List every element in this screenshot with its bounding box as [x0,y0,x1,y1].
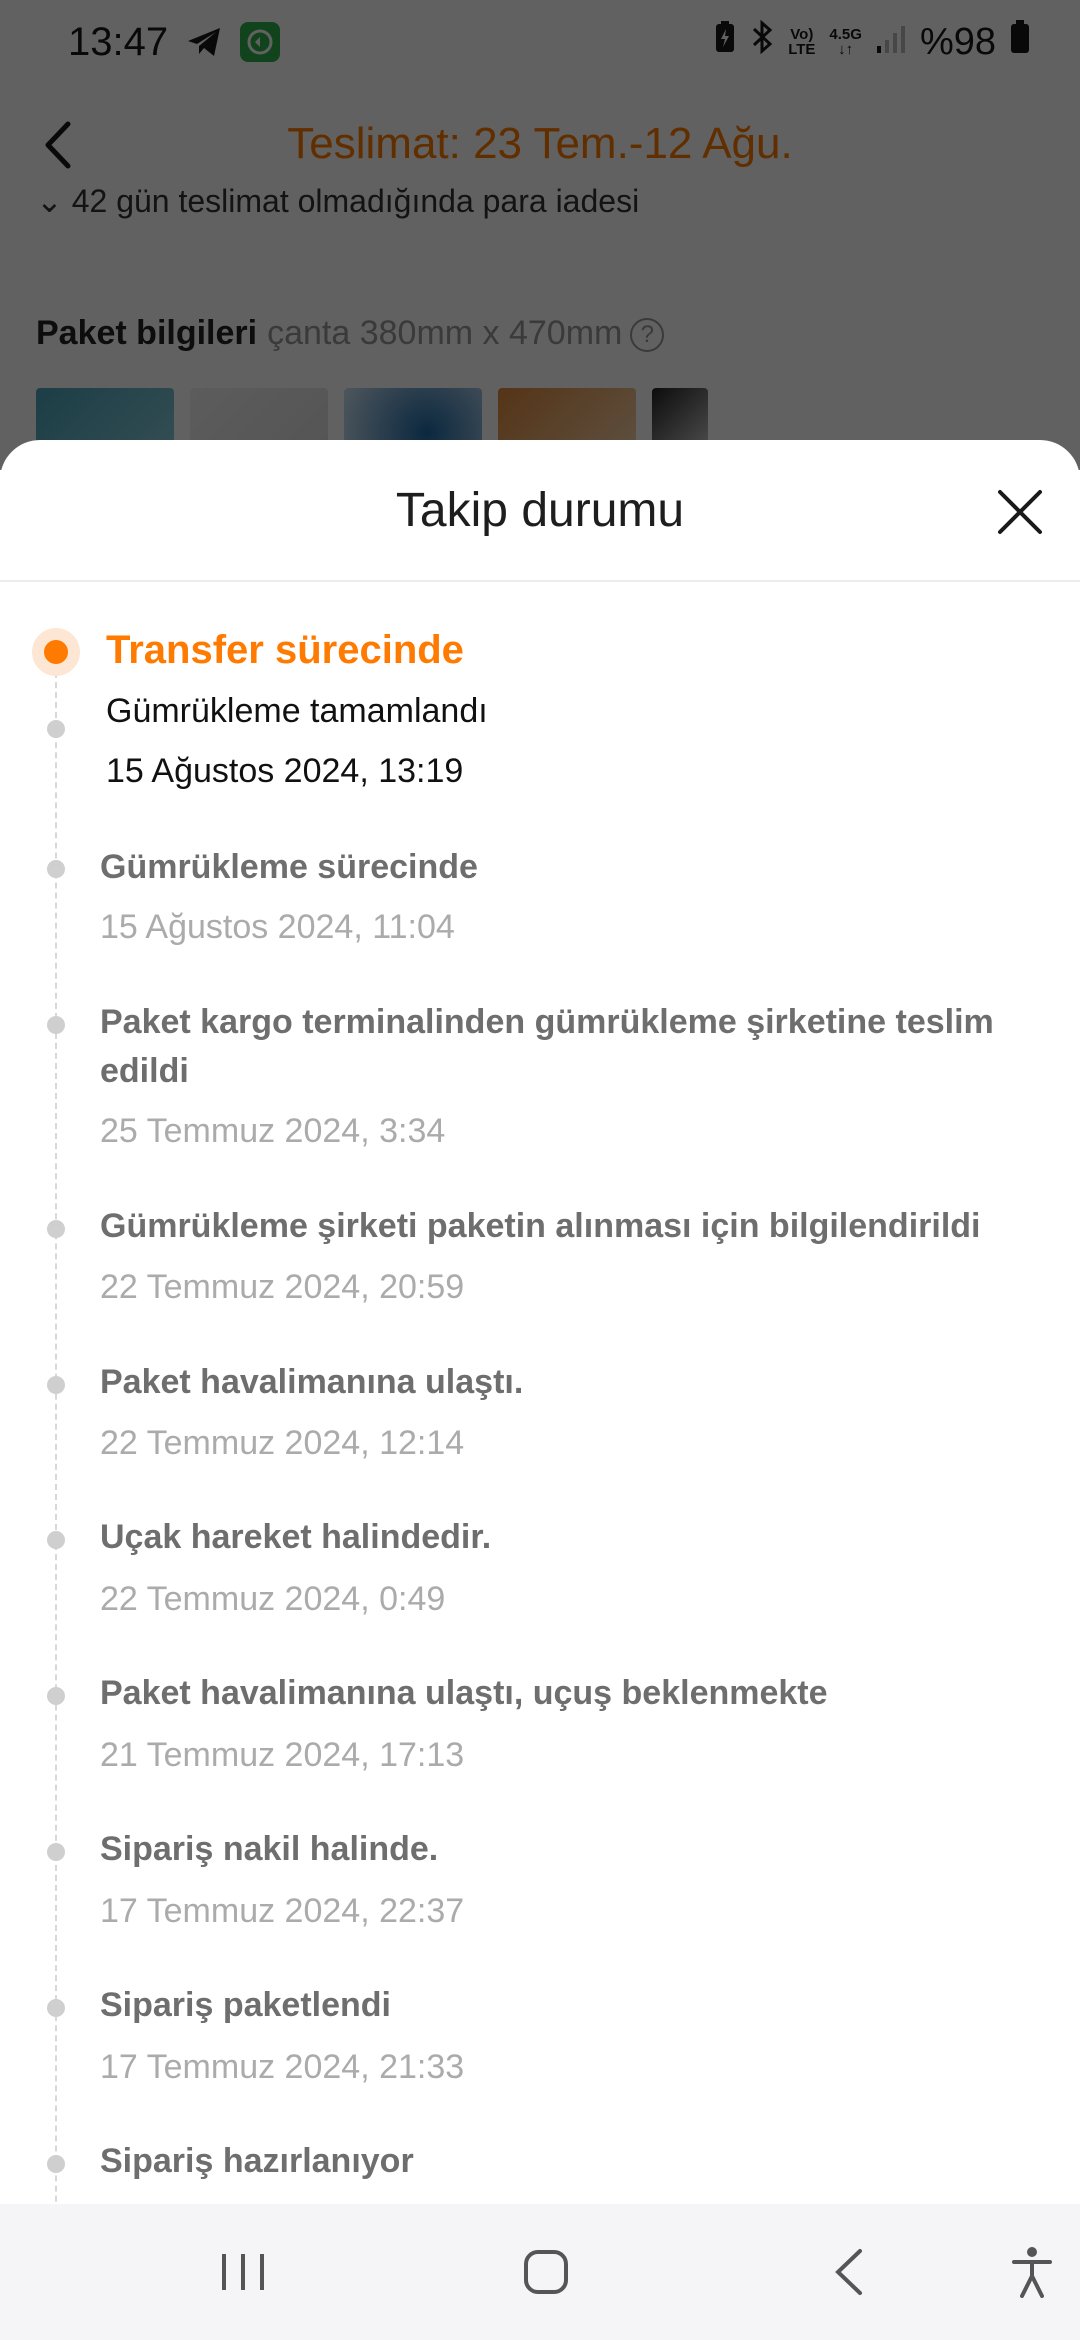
timeline-dot-icon [47,1999,65,2017]
event-date: 17 Temmuz 2024, 22:37 [100,1892,465,1930]
tracking-sheet [0,440,1080,2204]
timeline-dot-icon [47,1687,65,1705]
timeline-dot-icon [47,860,65,878]
accessibility-icon[interactable] [1010,2244,1054,2300]
event-title: Sipariş paketlendi [100,1986,391,2024]
event-date: 15 Ağustos 2024, 11:04 [100,908,455,946]
back-icon[interactable] [832,2244,866,2300]
event-date: 25 Temmuz 2024, 3:34 [100,1112,446,1150]
event-date: 22 Temmuz 2024, 20:59 [100,1268,465,1306]
timeline-dot-icon [47,1531,65,1549]
event-date: 17 Temmuz 2024, 21:33 [100,2048,465,2086]
close-icon[interactable] [994,486,1046,538]
event-title: Gümrükleme sürecinde [100,848,478,886]
current-status-detail: Gümrükleme tamamlandı [106,692,488,730]
recent-apps-icon[interactable] [218,2244,268,2300]
event-title: Uçak hareket halindedir. [100,1518,492,1556]
modal-overlay[interactable] [0,0,1080,470]
timeline-dot-icon [47,1220,65,1238]
event-title: Sipariş hazırlanıyor [100,2142,414,2180]
current-status-date: 15 Ağustos 2024, 13:19 [106,752,464,790]
event-title: Paket havalimanına ulaştı. [100,1363,524,1401]
current-status-title: Transfer sürecinde [106,628,464,672]
timeline-dot-icon [47,1843,65,1861]
event-title: Sipariş nakil halinde. [100,1830,439,1868]
event-title: Gümrükleme şirketi paketin alınması için bilgilendirildi [100,1207,981,1245]
timeline-line [55,652,57,2204]
sheet-title: Takip durumu [395,483,685,537]
event-date: 22 Temmuz 2024, 0:49 [100,1580,446,1618]
timeline-dot-icon [47,1016,65,1034]
event-title: Paket kargo terminalinden gümrükleme şirketine teslim edildi [100,1003,994,1090]
home-icon[interactable] [522,2244,570,2300]
system-nav-bar [0,2204,1080,2340]
timeline-dot-icon [47,720,65,738]
timeline-dot-icon [47,2155,65,2173]
event-date: 21 Temmuz 2024, 17:13 [100,1736,465,1774]
active-dot-icon [32,628,80,676]
sheet-header [0,440,1080,582]
timeline-dot-icon [47,1376,65,1394]
event-title: Paket havalimanına ulaştı, uçuş beklenmekte [100,1674,828,1712]
event-date: 22 Temmuz 2024, 12:14 [100,1424,465,1462]
